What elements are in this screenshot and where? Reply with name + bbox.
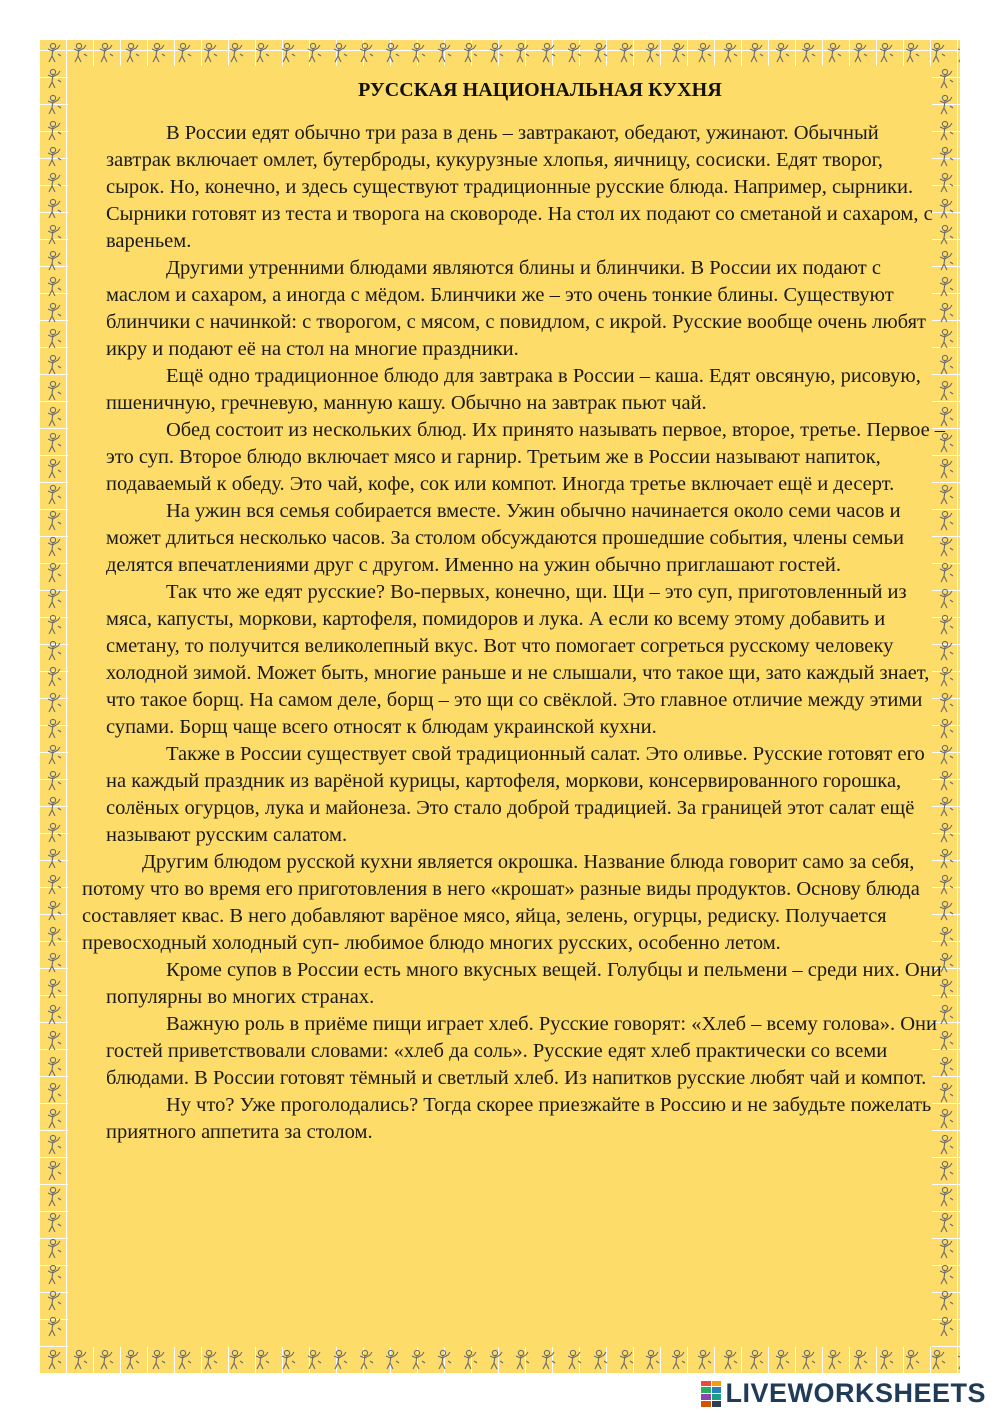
border-figure-icon (936, 1264, 956, 1291)
border-figure-icon (44, 900, 64, 927)
decorative-border-bottom (40, 1347, 960, 1373)
border-figure-icon (200, 42, 220, 66)
border-figure-icon (44, 1160, 64, 1187)
border-figure-icon (746, 42, 766, 66)
border-figure-icon (44, 770, 64, 797)
border-figure-icon (936, 1290, 956, 1317)
border-figure-icon (44, 224, 64, 251)
paragraph-kasha: Ещё одно традиционное блюдо для завтрака в России – каша. Едят овсяную, рисовую, пшеничную, гречневую, манную кашу. Обычно на завтрак пьют чай. (106, 365, 921, 414)
border-figure-icon (954, 42, 960, 66)
border-figure-icon (382, 42, 402, 66)
border-figure-icon (460, 1349, 480, 1373)
border-figure-icon (44, 1212, 64, 1239)
border-figure-icon (44, 744, 64, 771)
paragraph-okroshka: Другим блюдом русской кухни является окрошка. Название блюда говорит само за себя, потому что во время его приготовления в него «крошат» разные виды продуктов. Основу блюда составляет квас. В него добавляют варёное мясо, яйца, зелень, огурцы, редиску. Получается превосходный холодный суп- любимое блюдо многих русских, особенно летом. (82, 851, 920, 954)
border-figure-icon (96, 42, 116, 66)
border-figure-icon (226, 1349, 246, 1373)
paragraph-breakfast: В России едят обычно три раза в день – завтракают, обедают, ужинают. Обычный завтрак включает омлет, бутерброды, кукурузные хлопья, яичницу, сосиски. Едят творог, сырок. Но, конечно, и здесь существуют традиционные русские блюда. Например, сырники. Сырники готовят из теста и творога на сковороде. На стол их подают со сметаной и сахаром, с вареньем. (106, 122, 933, 252)
border-figure-icon (564, 1349, 584, 1373)
paragraph-shchi: Так что же едят русские? Во-первых, конечно, щи. Щи – это суп, приготовленный из мяса, капусты, моркови, картофеля, помидоров и лука. А если ко всему этому добавить и сметану, то получится великолепный вкус. Вот что помогает согреться русскому человеку холодной зимой. Может быть, многие раньше и не слышали, что такое щи, зато каждый знает, что такое борщ. На самом деле, борщ – это щи со свёклой. Это главное отличие между этими супами. Борщ чаще всего относят к блюдам украинской кухни. (106, 581, 930, 738)
border-figure-icon (252, 1349, 272, 1373)
border-figure-icon (44, 1186, 64, 1213)
border-figure-icon (44, 848, 64, 875)
border-figure-icon (668, 42, 688, 66)
paragraph-dinner: На ужин вся семья собирается вместе. Ужин обычно начинается около семи часов и может длиться несколько часов. За столом обсуждаются прошедшие события, члены семьи делятся впечатлениями друг с другом. Именно на ужин обычно приглашают гостей. (106, 500, 904, 576)
border-figure-icon (44, 874, 64, 901)
border-figure-icon (44, 796, 64, 823)
border-figure-icon (408, 42, 428, 66)
border-figure-icon (876, 1349, 896, 1373)
liveworksheets-logo-icon (701, 1381, 721, 1407)
border-figure-icon (44, 432, 64, 459)
border-figure-icon (44, 354, 64, 381)
border-figure-icon (44, 952, 64, 979)
border-figure-icon (694, 1349, 714, 1373)
border-figure-icon (590, 1349, 610, 1373)
border-figure-icon (798, 1349, 818, 1373)
border-figure-icon (642, 1349, 662, 1373)
border-figure-icon (382, 1349, 402, 1373)
liveworksheets-watermark (701, 1378, 986, 1409)
border-figure-icon (936, 1212, 956, 1239)
border-figure-icon (226, 42, 246, 66)
border-figure-icon (44, 1056, 64, 1083)
border-figure-icon (936, 1160, 956, 1187)
border-figure-icon (538, 42, 558, 66)
border-figure-icon (44, 614, 64, 641)
border-figure-icon (486, 42, 506, 66)
border-figure-icon (44, 250, 64, 277)
border-figure-icon (434, 42, 454, 66)
border-figure-icon (44, 692, 64, 719)
border-figure-icon (44, 146, 64, 173)
border-figure-icon (44, 172, 64, 199)
border-figure-icon (538, 1349, 558, 1373)
border-figure-icon (200, 1349, 220, 1373)
border-figure-icon (44, 198, 64, 225)
paragraph-closing: Ну что? Уже проголодались? Тогда скорее приезжайте в Россию и не забудьте пожелать приятного аппетита за столом. (106, 1094, 932, 1143)
border-figure-icon (44, 926, 64, 953)
border-figure-icon (44, 718, 64, 745)
border-figure-icon (122, 42, 142, 66)
border-figure-icon (772, 1349, 792, 1373)
border-figure-icon (44, 380, 64, 407)
decorative-border-top (40, 40, 960, 66)
border-figure-icon (798, 42, 818, 66)
paragraph-bread: Важную роль в приёме пищи играет хлеб. Русские говорят: «Хлеб – всему голова». Они гостей приветствовали словами: «хлеб да соль». Русские едят хлеб практически со всеми блюдами. В России готовят тёмный и светлый хлеб. Из напитков русские любят чай и компот. (106, 1013, 937, 1089)
border-figure-icon (122, 1349, 142, 1373)
border-figure-icon (278, 42, 298, 66)
border-figure-icon (44, 276, 64, 303)
border-figure-icon (408, 1349, 428, 1373)
border-figure-icon (720, 42, 740, 66)
border-figure-icon (44, 1349, 64, 1373)
border-figure-icon (148, 1349, 168, 1373)
border-figure-icon (44, 1238, 64, 1265)
border-figure-icon (746, 1349, 766, 1373)
border-figure-icon (824, 42, 844, 66)
border-figure-icon (356, 1349, 376, 1373)
border-figure-icon (772, 42, 792, 66)
border-figure-icon (44, 42, 64, 66)
border-figure-icon (44, 1004, 64, 1031)
liveworksheets-label: LIVEWORKSHEETS (725, 1378, 986, 1408)
border-figure-icon (44, 640, 64, 667)
border-figure-icon (44, 1134, 64, 1161)
border-figure-icon (694, 42, 714, 66)
border-figure-icon (44, 120, 64, 147)
border-figure-icon (928, 42, 948, 66)
border-figure-icon (616, 42, 636, 66)
border-figure-icon (616, 1349, 636, 1373)
border-figure-icon (174, 1349, 194, 1373)
border-figure-icon (44, 536, 64, 563)
border-figure-icon (564, 42, 584, 66)
document-title: РУССКАЯ НАЦИОНАЛЬНАЯ КУХНЯ (358, 79, 722, 101)
border-figure-icon (936, 1186, 956, 1213)
border-figure-icon (304, 1349, 324, 1373)
border-figure-icon (44, 302, 64, 329)
border-figure-icon (44, 328, 64, 355)
border-figure-icon (850, 42, 870, 66)
border-figure-icon (850, 1349, 870, 1373)
border-figure-icon (642, 42, 662, 66)
border-figure-icon (44, 562, 64, 589)
paragraph-golubtsy: Кроме супов в России есть много вкусных вещей. Голубцы и пельмени – среди них. Они популярны во многих странах. (106, 959, 942, 1008)
border-figure-icon (902, 42, 922, 66)
paragraph-olivier: Также в России существует свой традиционный салат. Это оливье. Русские готовят его на каждый праздник из варёной курицы, картофеля, моркови, консервированного горошка, солёных огурцов, лука и майонеза. Это стало доброй традицией. За границей этот салат ещё называют русским салатом. (106, 743, 925, 846)
border-figure-icon (486, 1349, 506, 1373)
border-figure-icon (902, 1349, 922, 1373)
border-figure-icon (876, 42, 896, 66)
border-figure-icon (44, 458, 64, 485)
border-figure-icon (928, 1349, 948, 1373)
border-figure-icon (824, 1349, 844, 1373)
border-figure-icon (44, 666, 64, 693)
article-body (82, 120, 946, 1146)
border-figure-icon (174, 42, 194, 66)
border-figure-icon (44, 510, 64, 537)
border-figure-icon (512, 42, 532, 66)
border-figure-icon (44, 588, 64, 615)
paragraph-blini: Другими утренними блюдами являются блины и блинчики. В России их подают с маслом и сахаром, а иногда с мёдом. Блинчики же – это очень тонкие блины. Существуют блинчики с начинкой: с творогом, с мясом, с повидлом, с икрой. Русские вообще очень любят икру и подают её на стол на многие праздники. (106, 257, 926, 360)
border-figure-icon (44, 1290, 64, 1317)
paragraph-lunch: Обед состоит из нескольких блюд. Их принято называть первое, второе, третье. Первое – это суп. Второе блюдо включает мясо и гарнир. Третьим же в России называют напиток, подаваемый к обеду. Это чай, кофе, сок или компот. Иногда третье включает ещё и десерт. (106, 419, 946, 495)
border-figure-icon (44, 1082, 64, 1109)
border-figure-icon (44, 406, 64, 433)
border-figure-icon (44, 1108, 64, 1135)
border-figure-icon (460, 42, 480, 66)
border-figure-icon (148, 42, 168, 66)
border-figure-icon (330, 1349, 350, 1373)
decorative-border-left (40, 66, 68, 1347)
border-figure-icon (434, 1349, 454, 1373)
border-figure-icon (44, 978, 64, 1005)
border-figure-icon (70, 42, 90, 66)
border-figure-icon (512, 1349, 532, 1373)
border-figure-icon (356, 42, 376, 66)
border-figure-icon (96, 1349, 116, 1373)
border-figure-icon (44, 484, 64, 511)
border-figure-icon (44, 1030, 64, 1057)
border-figure-icon (936, 1238, 956, 1265)
border-figure-icon (590, 42, 610, 66)
border-figure-icon (44, 822, 64, 849)
border-figure-icon (304, 42, 324, 66)
border-figure-icon (278, 1349, 298, 1373)
border-figure-icon (44, 1264, 64, 1291)
border-figure-icon (330, 42, 350, 66)
border-figure-icon (668, 1349, 688, 1373)
border-figure-icon (44, 1316, 64, 1343)
border-figure-icon (720, 1349, 740, 1373)
border-figure-icon (252, 42, 272, 66)
border-figure-icon (70, 1349, 90, 1373)
border-figure-icon (936, 1316, 956, 1343)
border-figure-icon (954, 1349, 960, 1373)
